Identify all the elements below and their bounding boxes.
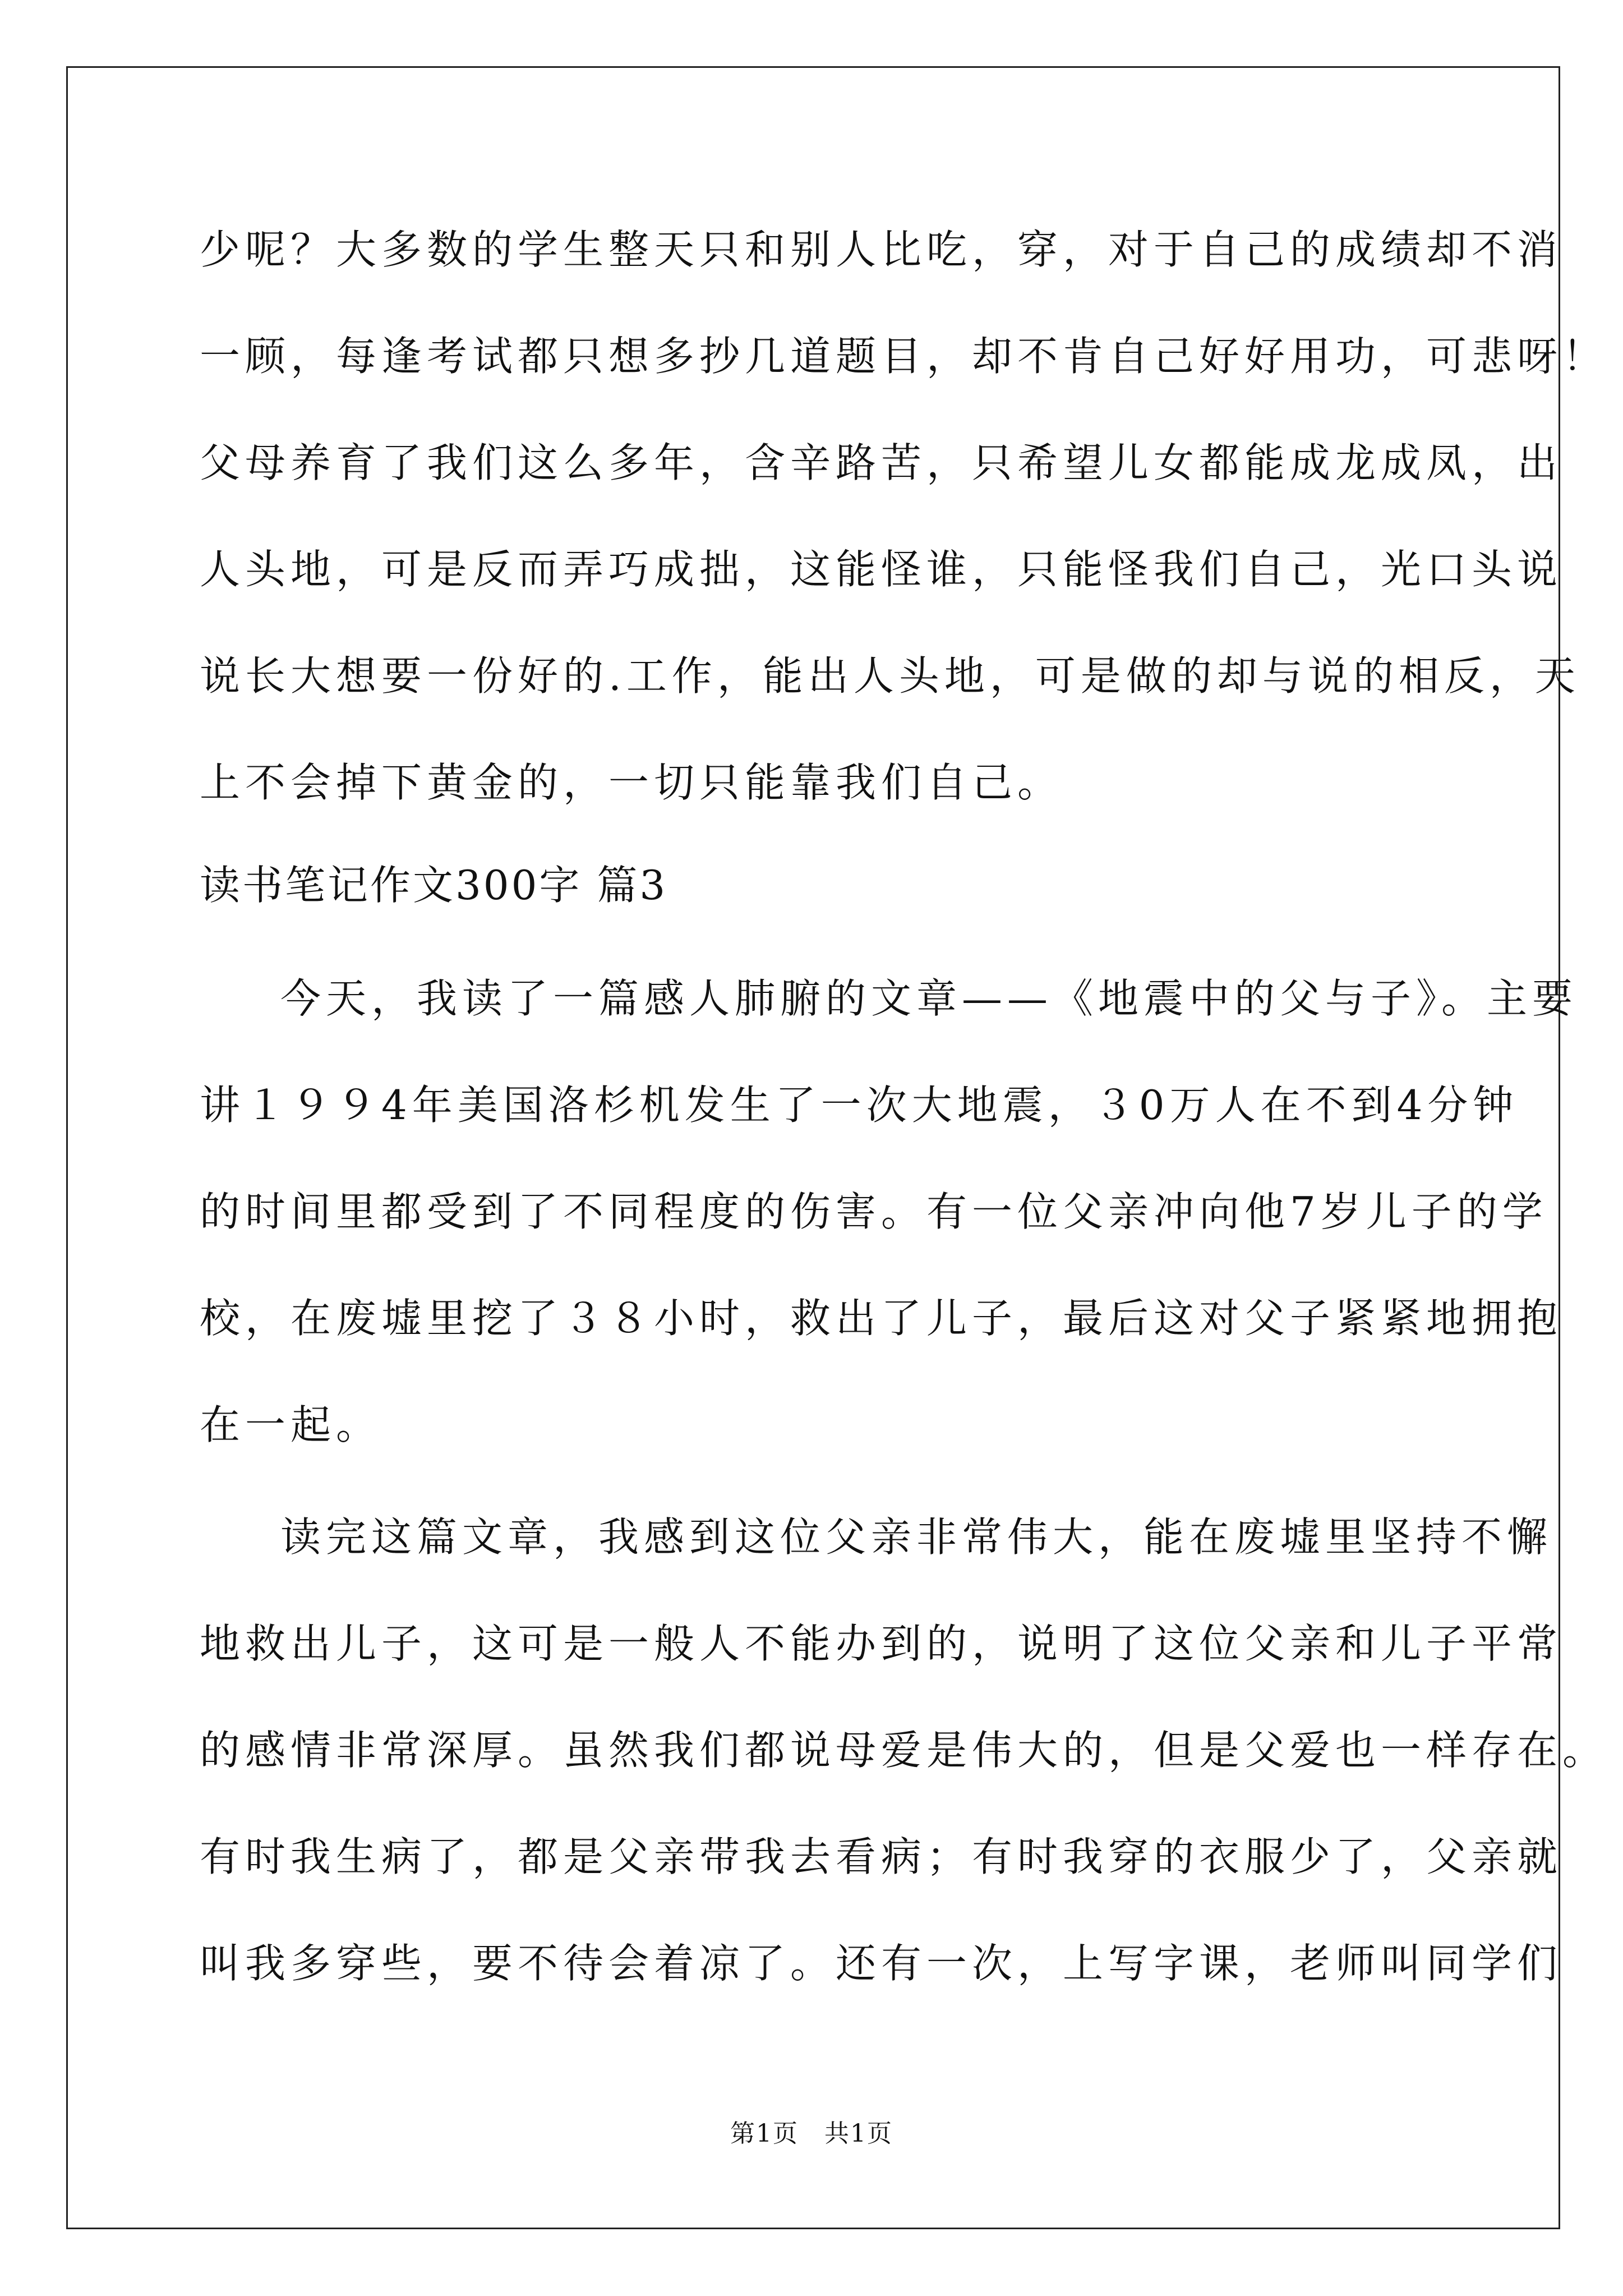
page-footer: 第1页 共1页 (730, 2119, 893, 2148)
text-line: 人头地，可是反而弄巧成拙，这能怪谁，只能怪我们自己，光口头说 (200, 546, 1563, 593)
text-line: 说长大想要一份好的.工作，能出人头地，可是做的却与说的相反，天 (200, 652, 1580, 700)
text-line: 一顾，每逢考试都只想多抄几道题目，却不肯自己好好用功，可悲呀！ (200, 333, 1608, 380)
text-line: 上不会掉下黄金的，一切只能靠我们自己。 (200, 759, 1063, 806)
text-line: 有时我生病了，都是父亲带我去看病；有时我穿的衣服少了，父亲就 (200, 1833, 1563, 1880)
paragraph-first-line: 今天，我读了一篇感人肺腑的文章——《地震中的父与子》。主要 (280, 975, 1578, 1022)
text-line: 校，在废墟里挖了３８小时，救出了儿子，最后这对父子紧紧地拥抱 (200, 1295, 1563, 1342)
paragraph-first-line: 读完这篇文章，我感到这位父亲非常伟大，能在废墟里坚持不懈 (280, 1513, 1553, 1561)
text-line: 地救出儿子，这可是一般人不能办到的，说明了这位父亲和儿子平常 (200, 1620, 1563, 1667)
text-line: 的时间里都受到了不同程度的伤害。有一位父亲冲向他7岁儿子的学 (200, 1188, 1548, 1235)
page-border (66, 66, 1563, 2229)
section-heading: 读书笔记作文300字 篇3 (200, 862, 668, 909)
text-line: 的感情非常深厚。虽然我们都说母爱是伟大的，但是父爱也一样存在。 (200, 1727, 1608, 1774)
text-line: 在一起。 (200, 1401, 382, 1448)
text-line: 叫我多穿些，要不待会着凉了。还有一次，上写字课，老师叫同学们 (200, 1940, 1563, 1987)
text-line: 讲１９９4年美国洛杉机发生了一次大地震，３0万人在不到4分钟 (200, 1082, 1519, 1129)
text-line: 父母养育了我们这么多年，含辛路苦，只希望儿女都能成龙成凤，出 (200, 439, 1563, 486)
text-line: 少呢？大多数的学生整天只和别人比吃，穿，对于自己的成绩却不消 (200, 226, 1563, 273)
